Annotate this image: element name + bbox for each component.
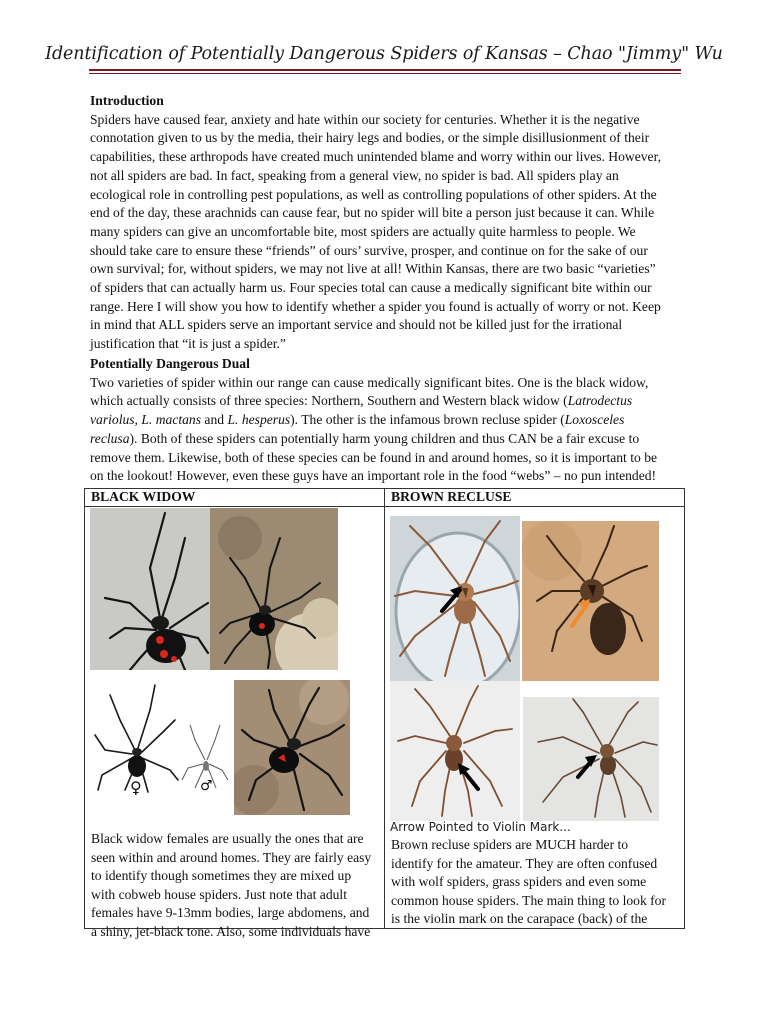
dual-section <box>90 355 680 486</box>
brown-recluse-text-line: common house spiders. The main thing to look for <box>391 892 666 908</box>
introduction-line: own survival; for, without spiders, we may not live at all! Within Kansas, there are two basic “varieties” <box>90 261 656 277</box>
brown-recluse-header: BROWN RECLUSE <box>391 489 512 504</box>
species-name: Loxosceles <box>564 412 625 428</box>
species-name: variolus, L. mactans <box>90 412 202 428</box>
species-name: reclusa <box>90 430 130 446</box>
dual-heading: Potentially Dangerous Dual <box>90 356 250 371</box>
table-column-divider <box>384 488 385 929</box>
introduction-line: connotation given to us by the media, their hairy legs and bodies, or the simple disillusionment of their <box>90 130 650 146</box>
brown-recluse-photo-3 <box>390 681 520 821</box>
title-rule-thin <box>89 73 681 74</box>
introduction-line: of spiders that can actually harm us. Four species total can cause a medically significant bite within our <box>90 280 652 296</box>
black-widow-photo-3 <box>90 680 230 805</box>
brown-recluse-photo-2 <box>522 521 659 681</box>
brown-recluse-description <box>391 836 681 929</box>
title-rule-thick <box>89 69 681 71</box>
dual-line: variolus, L. mactans and L. hesperus). The other is the infamous brown recluse spider (Loxosceles <box>90 412 625 428</box>
introduction-line: ecological role in controlling pest populations, as well as controlling populations of other spiders. At the <box>90 186 657 202</box>
black-widow-header: BLACK WIDOW <box>91 489 196 504</box>
brown-recluse-text-line: Brown recluse spiders are MUCH harder to <box>391 837 629 852</box>
introduction-line: justification that “it is just a spider.” <box>90 336 286 352</box>
black-widow-text-line: females have 9-13mm bodies, large abdomens, and <box>91 905 370 920</box>
species-name: L. hesperus <box>227 412 291 428</box>
introduction-line: Spiders have caused fear, anxiety and hate within our society for centuries. Whether it is the negative <box>90 111 640 127</box>
female-symbol: ♀ <box>130 778 142 797</box>
black-widow-photo-4 <box>234 680 350 815</box>
introduction-section <box>90 92 680 354</box>
species-name: Latrodectus <box>567 393 633 409</box>
introduction-line: end of the day, these arachnids can cause fear, but no spider will bite a person just because it can. While <box>90 205 655 221</box>
introduction-heading: Introduction <box>90 93 164 108</box>
male-symbol: ♂ <box>200 778 213 794</box>
brown-recluse-text-line: identify for the amateur. They are often confused <box>391 855 658 871</box>
dual-line: on the lookout! However, even these guys have an important role in the food “webs” – no pun intended! <box>90 468 657 484</box>
introduction-line: capabilities, these arthropods have created much unintended blame and worry within our lives. However, <box>90 149 661 165</box>
document-title: Identification of Potentially Dangerous Spiders of Kansas – Chao "Jimmy" Wu <box>45 44 723 64</box>
brown-recluse-text-line: with wolf spiders, grass spiders and even some <box>391 874 647 889</box>
black-widow-text-line: with cobweb house spiders. Just note that adult <box>91 886 347 902</box>
introduction-line: not all spiders are bad. In fact, speaking from a general view, no spider is bad. All spiders play an <box>90 167 619 183</box>
introduction-paragraph <box>90 111 680 354</box>
dual-line: Two varieties of spider within our range can cause medically significant bites. One is the black widow, <box>90 374 649 390</box>
introduction-line: many spiders can give an uncomfortable bite, most spiders are actually quite harmless to people. We <box>90 223 636 239</box>
introduction-line: range. Here I will show you how to identify whether a spider you found is actually of worry or not. Keep <box>90 298 661 314</box>
introduction-line: in mind that ALL spiders serve an important service and should not be killed just for the irrational <box>90 317 623 333</box>
introduction-line: should take care to ensure these “friends” of ours’ survive, prosper, and continue on for the sake of our <box>90 242 648 258</box>
table-header-divider <box>84 506 685 507</box>
black-widow-text-line: a shiny, jet-black tone. Also, some individuals have <box>91 923 371 939</box>
black-widow-photo-2 <box>210 508 338 670</box>
dual-line: reclusa). Both of these spiders can potentially harm young children and thus CAN be a fair excuse to <box>90 430 640 446</box>
black-widow-photo-1 <box>90 508 210 670</box>
black-widow-description <box>91 830 381 941</box>
dual-line: which actually consists of three species: Northern, Southern and Western black widow (Latrodectus <box>90 393 633 409</box>
brown-recluse-photo-1 <box>390 516 520 682</box>
black-widow-text-line: Black widow females are usually the ones that are <box>91 831 364 846</box>
violin-mark-caption: Arrow Pointed to Violin Mark... <box>390 820 571 834</box>
brown-recluse-photo-4 <box>523 697 659 821</box>
brown-recluse-text-line: is the violin mark on the carapace (back) of the <box>391 911 648 926</box>
black-widow-text-line: to identify though sometimes they are mixed up <box>91 868 352 883</box>
black-widow-text-line: seen within and around homes. They are fairly easy <box>91 849 372 865</box>
dual-paragraph <box>90 374 680 486</box>
dual-line: remove them. Likewise, both of these species can be found in and around homes, so it is important to be <box>90 449 658 465</box>
